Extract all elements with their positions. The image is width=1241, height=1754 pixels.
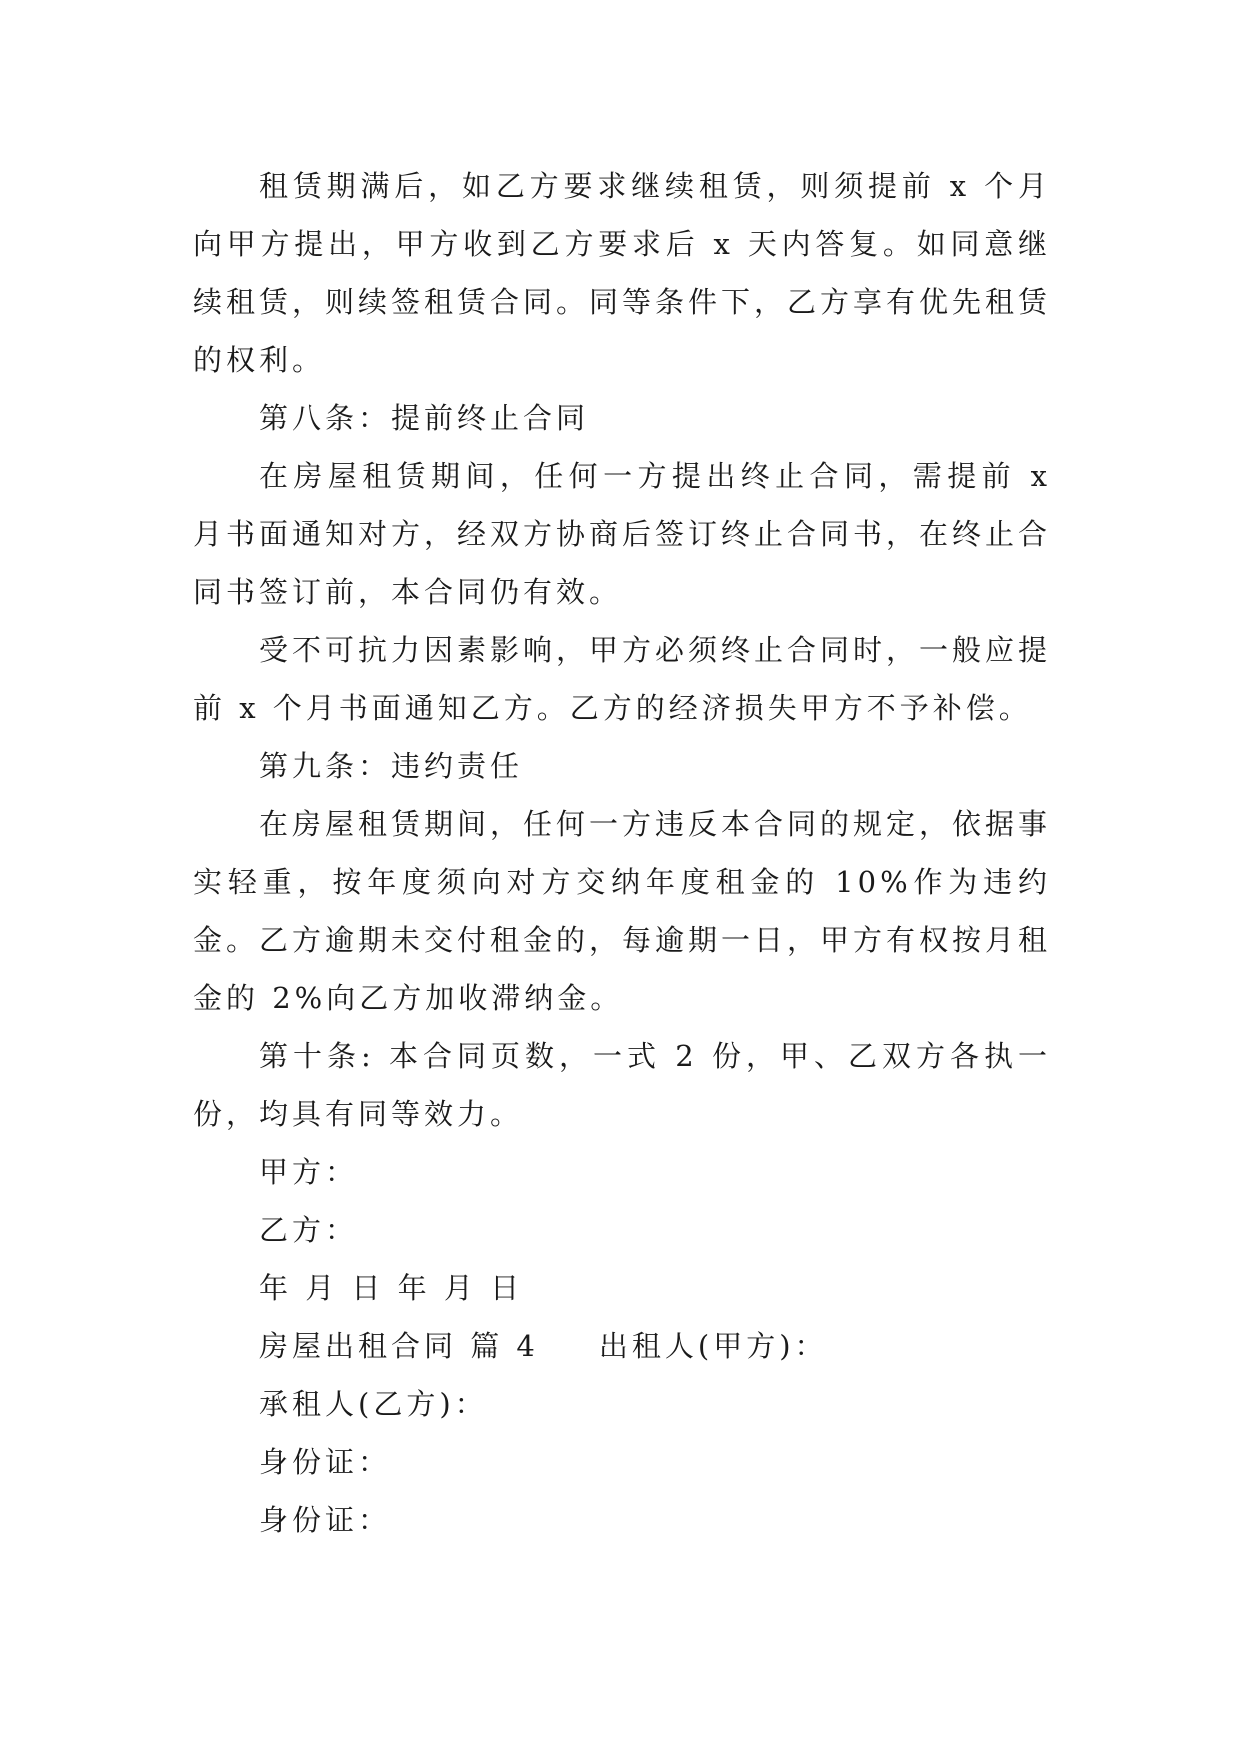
contract-4-title: 房屋出租合同 篇 4: [259, 1329, 539, 1363]
article-10-paragraph: 第十条: 本合同页数，一式 2 份，甲、乙双方各执一份，均具有同等效力。: [193, 1039, 1051, 1131]
lessee-label: 承租人(乙方)：: [259, 1387, 488, 1421]
lessor-label: 出租人(甲方)：: [598, 1329, 828, 1363]
article-9-heading: 第九条：违约责任: [259, 749, 524, 783]
party-b-signature-label: 乙方：: [259, 1213, 359, 1247]
contract-4-heading-line: [193, 1317, 1051, 1375]
paragraph-renewal: 租赁期满后，如乙方要求继续租赁，则须提前 x 个月向甲方提出，甲方收到乙方要求后 x 天内答复。如同意继续租赁，则续签租赁合同。同等条件下，乙方享有优先租赁的权利。: [193, 169, 1052, 377]
paragraph-force-majeure: 受不可抗力因素影响，甲方必须终止合同时，一般应提前 x 个月书面通知乙方。乙方的经济损失甲方不予补偿。: [193, 633, 1052, 725]
article-8-heading: 第八条：提前终止合同: [259, 401, 590, 435]
document-body: [193, 157, 1051, 1549]
party-a-signature-label: 甲方：: [259, 1155, 359, 1189]
date-line: 年 月 日 年 月 日: [259, 1271, 524, 1305]
paragraph-breach-liability: 在房屋租赁期间，任何一方违反本合同的规定，依据事实轻重，按年度须向对方交纳年度租金的 10%作为违约金。乙方逾期未交付租金的，每逾期一日，甲方有权按月租金的 2%向乙方加收滞纳金。: [193, 807, 1052, 1015]
id-card-label-1: 身份证：: [259, 1445, 392, 1479]
paragraph-early-termination: 在房屋租赁期间，任何一方提出终止合同，需提前 x 月书面通知对方，经双方协商后签订终止合同书，在终止合同书签订前，本合同仍有效。: [193, 459, 1052, 609]
id-card-label-2: 身份证：: [259, 1503, 392, 1537]
